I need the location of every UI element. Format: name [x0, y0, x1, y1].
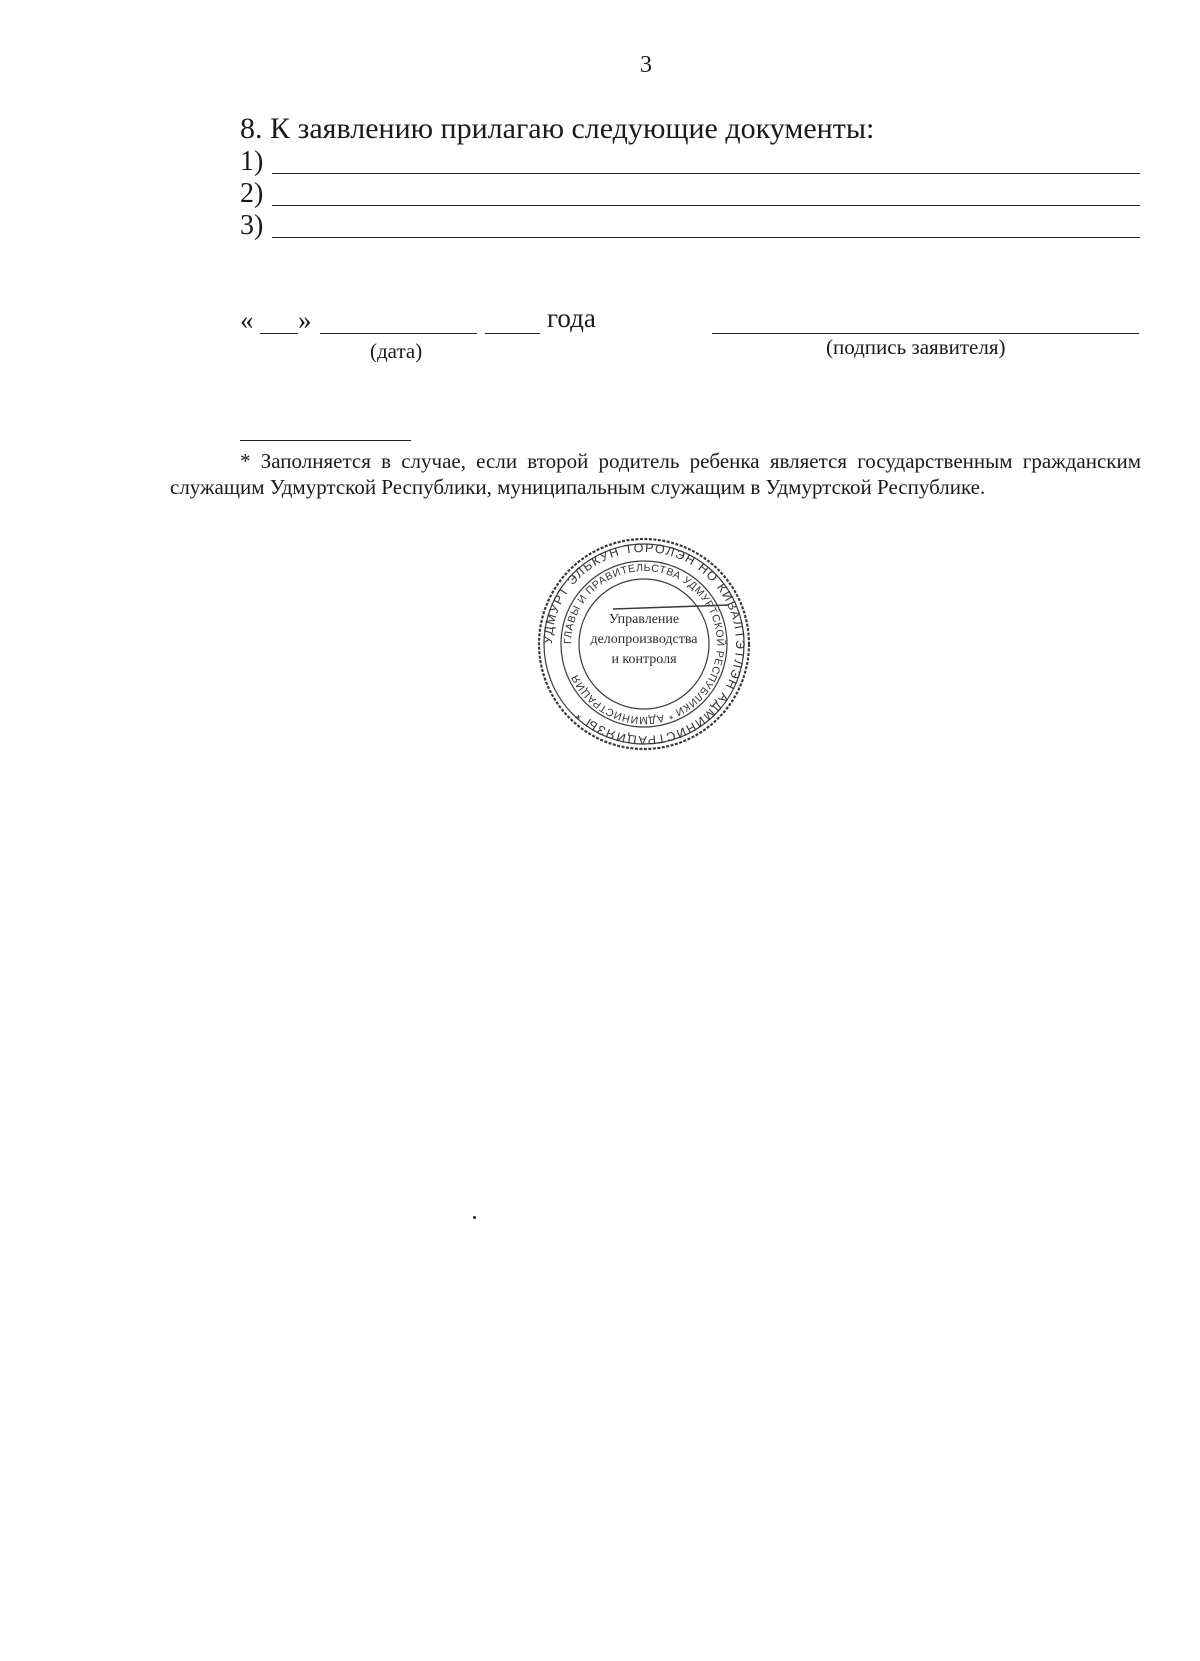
official-seal-stamp [533, 535, 755, 753]
signature-blank [712, 305, 1139, 334]
month-blank [320, 305, 477, 334]
attachment-number: 2) [240, 178, 264, 209]
seal-inner-text: ГЛАВЫ И ПРАВИТЕЛЬСТВА УДМУРТСКОЙ РЕСПУБЛИКИ * АДМИНИСТРАЦИЯ [561, 561, 727, 727]
signature-caption: (подпись заявителя) [826, 335, 1006, 359]
seal-outer-text: УДМУРТ ЭЛЬКУН ТОРОЛЭН НО КИВАЛТЭТЛЭН АДМИНИСТРАЦИЯЗЫ * [540, 540, 748, 748]
quote-open: « [240, 305, 254, 335]
attachment-blank-line [272, 173, 1140, 174]
seal-center-line-2: делопроизводства [590, 632, 698, 647]
seal-center-line-1: Управление [608, 612, 680, 627]
attachment-line-3 [240, 210, 1140, 244]
attachment-blank-line [272, 237, 1140, 238]
footnote-separator [240, 440, 411, 441]
year-word: года [547, 303, 596, 333]
attachment-line-2 [240, 178, 1140, 212]
date-caption: (дата) [370, 339, 423, 363]
quote-close: » [298, 305, 312, 335]
attachments-heading: 8. К заявлению прилагаю следующие документы: [240, 112, 875, 145]
footnote: * Заполняется в случае, если второй родитель ребенка является государственным гражданским служащим Удмуртской Республики, муниципальным служащим в Удмуртской Республике. [170, 449, 1141, 499]
year-blank [485, 305, 540, 334]
attachment-number: 1) [240, 146, 264, 177]
attachment-number: 3) [240, 210, 264, 241]
page-number: 3 [640, 52, 652, 78]
attachment-line-1 [240, 146, 1140, 180]
seal-center-line-3: и контроля [611, 652, 677, 667]
stray-dot [473, 1216, 476, 1219]
attachment-blank-line [272, 205, 1140, 206]
signature-row [240, 305, 1140, 365]
day-blank [260, 305, 298, 334]
